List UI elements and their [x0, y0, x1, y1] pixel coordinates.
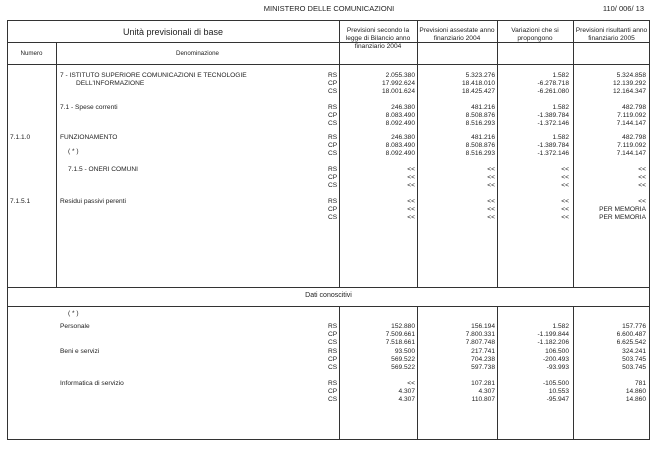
value-cell: -1.372.146	[537, 120, 569, 128]
value-cell: <<	[407, 174, 415, 182]
row-type: CP	[328, 331, 338, 339]
entry-label: FUNZIONAMENTO	[60, 134, 118, 141]
section-divider-bottom	[7, 306, 650, 307]
value-cell: <<	[561, 214, 569, 222]
value-cell: 14.860	[625, 396, 646, 404]
value-cell: <<	[638, 166, 646, 173]
col1-line-lower	[339, 306, 340, 440]
entry-label: DELL'INFORMAZIONE	[76, 80, 145, 88]
value-cell: 10.553	[548, 388, 569, 396]
value-cell: 14.860	[625, 388, 646, 396]
row-type: CS	[328, 88, 338, 96]
value-cell: 157.776	[622, 323, 646, 330]
value-cell: 17.992.624	[381, 80, 415, 88]
value-cell: 7.119.092	[617, 142, 646, 150]
entry-label: Residui passivi perenti	[60, 198, 126, 205]
entry-label: ( * )	[68, 148, 79, 155]
value-cell: <<	[407, 182, 415, 190]
value-cell: 6.625.542	[616, 339, 646, 347]
row-type: CS	[328, 120, 338, 128]
value-cell: -93.993	[546, 364, 569, 372]
value-cell: 1.582	[552, 134, 569, 141]
value-cell: 8.092.490	[385, 120, 415, 128]
row-type: CS	[328, 182, 338, 190]
page-number: 110/ 006/ 13	[602, 4, 644, 13]
denominazione-header: Denominazione	[176, 50, 219, 57]
row-type: CS	[328, 150, 338, 158]
row-type: CP	[328, 174, 338, 182]
value-cell: -1.182.206	[537, 339, 569, 347]
value-cell: 18.425.427	[461, 88, 495, 96]
value-cell: <<	[407, 166, 415, 173]
value-cell: 7.144.147	[616, 150, 646, 158]
section-title: Dati conoscitivi	[305, 292, 352, 299]
row-type: CS	[328, 214, 338, 222]
value-cell: 8.516.293	[465, 150, 495, 158]
row-type: RS	[328, 166, 338, 173]
value-cell: 106.500	[545, 348, 569, 355]
value-cell: <<	[638, 174, 646, 182]
value-cell: 12.164.347	[612, 88, 646, 96]
value-cell: 1.582	[552, 323, 569, 330]
value-cell: 781	[634, 380, 646, 387]
value-cell: 7.509.661	[385, 331, 415, 339]
value-cell: 8.508.876	[465, 142, 495, 150]
value-cell: 569.522	[391, 356, 415, 364]
value-cell: <<	[638, 198, 646, 205]
value-cell: <<	[407, 206, 415, 214]
value-cell: 481.216	[471, 104, 495, 111]
value-cell: 156.194	[471, 323, 495, 330]
value-cell: 5.324.858	[616, 72, 646, 79]
row-type: CS	[328, 396, 338, 404]
row-type: RS	[328, 323, 338, 330]
header-bottom-line	[7, 64, 650, 65]
value-cell: 217.741	[471, 348, 495, 355]
value-cell: -1.199.844	[537, 331, 569, 339]
value-cell: -6.278.718	[537, 80, 569, 88]
value-cell: 4.307	[398, 396, 415, 404]
value-cell: 246.380	[391, 134, 415, 141]
value-cell: 246.380	[391, 104, 415, 111]
value-cell: <<	[487, 214, 495, 222]
value-cell: -1.389.784	[537, 112, 569, 120]
value-cell: 597.738	[471, 364, 495, 372]
value-cell: 503.745	[622, 356, 646, 364]
row-type: CP	[328, 388, 338, 396]
row-type: CS	[328, 364, 338, 372]
col1-header: Previsioni secondo la legge di Bilancio anno finanziario 2004	[345, 27, 411, 50]
value-cell: <<	[487, 206, 495, 214]
entry-label: 7.1 - Spese correnti	[60, 104, 118, 111]
value-cell: 7.119.092	[617, 112, 646, 120]
col2-header: Previsioni assestate anno finanziario 2004	[419, 27, 495, 42]
value-cell: 4.307	[398, 388, 415, 396]
ministry-header: MINISTERO DELLE COMUNICAZIONI	[263, 4, 395, 13]
value-cell: 4.307	[478, 388, 495, 396]
value-cell: -105.500	[542, 380, 569, 387]
value-cell: 2.055.380	[385, 72, 415, 79]
value-cell: 110.807	[471, 396, 495, 404]
value-cell: <<	[407, 214, 415, 222]
value-cell: 1.582	[552, 72, 569, 79]
entry-number: 7.1.5.1	[10, 198, 31, 205]
value-cell: <<	[561, 182, 569, 190]
value-cell: 8.083.490	[385, 112, 415, 120]
value-cell: 7.800.331	[465, 331, 495, 339]
value-cell: 704.238	[471, 356, 495, 364]
value-cell: 8.083.490	[385, 142, 415, 150]
value-cell: <<	[561, 198, 569, 205]
dati-label: Informatica di servizio	[60, 380, 124, 387]
col3-line-lower	[497, 306, 498, 440]
row-type: CP	[328, 142, 338, 150]
section-divider-top	[7, 287, 650, 288]
value-cell: PER MEMORIA	[599, 214, 646, 222]
value-cell: -95.947	[546, 396, 569, 404]
entry-label: 7.1.5 - ONERI COMUNI	[68, 166, 138, 173]
row-type: CP	[328, 356, 338, 364]
value-cell: <<	[561, 174, 569, 182]
value-cell: <<	[561, 206, 569, 214]
value-cell: 503.745	[622, 364, 646, 372]
value-cell: -1.389.784	[537, 142, 569, 150]
value-cell: 152.880	[391, 323, 415, 330]
col3-line	[497, 20, 498, 287]
row-type: CP	[328, 80, 338, 88]
value-cell: 1.582	[552, 104, 569, 111]
value-cell: PER MEMORIA	[599, 206, 646, 214]
value-cell: 93.500	[394, 348, 415, 355]
value-cell: 482.798	[622, 104, 646, 111]
value-cell: 7.518.661	[385, 339, 415, 347]
value-cell: 18.001.624	[381, 88, 415, 96]
value-cell: -200.493	[542, 356, 569, 364]
value-cell: <<	[487, 174, 495, 182]
value-cell: <<	[407, 380, 415, 387]
col4-line	[573, 20, 574, 287]
value-cell: 18.418.010	[461, 80, 495, 88]
value-cell: 482.798	[622, 134, 646, 141]
value-cell: <<	[487, 166, 495, 173]
row-type: CP	[328, 206, 338, 214]
value-cell: 5.323.276	[465, 72, 495, 79]
dati-label: ( * )	[68, 310, 79, 317]
row-type: RS	[328, 104, 338, 111]
row-type: RS	[328, 72, 338, 79]
value-cell: 8.516.293	[465, 120, 495, 128]
entry-number: 7.1.1.0	[10, 134, 31, 141]
value-cell: <<	[561, 166, 569, 173]
value-cell: <<	[638, 182, 646, 190]
row-type: RS	[328, 348, 338, 355]
col4-line-lower	[573, 306, 574, 440]
entry-label: 7 - ISTITUTO SUPERIORE COMUNICAZIONI E TECNOLOGIE	[60, 72, 247, 79]
value-cell: -6.261.080	[537, 88, 569, 96]
value-cell: 8.092.490	[385, 150, 415, 158]
col4-header: Previsioni risultanti anno finanziario 2005	[575, 27, 648, 42]
dati-label: Beni e servizi	[60, 348, 100, 355]
numero-column-line	[56, 42, 57, 287]
value-cell: 569.522	[391, 364, 415, 372]
numero-header: Numero	[20, 50, 43, 57]
col2-line-lower	[417, 306, 418, 440]
value-cell: -1.372.146	[537, 150, 569, 158]
row-type: CS	[328, 339, 338, 347]
value-cell: 12.139.292	[612, 80, 646, 88]
value-cell: <<	[487, 182, 495, 190]
value-cell: <<	[487, 198, 495, 205]
dati-label: Personale	[60, 323, 90, 330]
value-cell: 7.144.147	[616, 120, 646, 128]
value-cell: 6.600.487	[616, 331, 646, 339]
row-type: RS	[328, 198, 338, 205]
col1-line	[339, 20, 340, 287]
value-cell: 324.241	[622, 348, 646, 355]
value-cell: 8.508.876	[465, 112, 495, 120]
unita-header: Unità previsionali di base	[122, 27, 224, 37]
value-cell: 481.216	[471, 134, 495, 141]
value-cell: 107.281	[471, 380, 495, 387]
col3-header: Variazioni che si propongono	[511, 27, 559, 42]
value-cell: <<	[407, 198, 415, 205]
col2-line	[417, 20, 418, 287]
value-cell: 7.807.748	[465, 339, 495, 347]
row-type: RS	[328, 380, 338, 387]
row-type: CP	[328, 112, 338, 120]
row-type: RS	[328, 134, 338, 141]
